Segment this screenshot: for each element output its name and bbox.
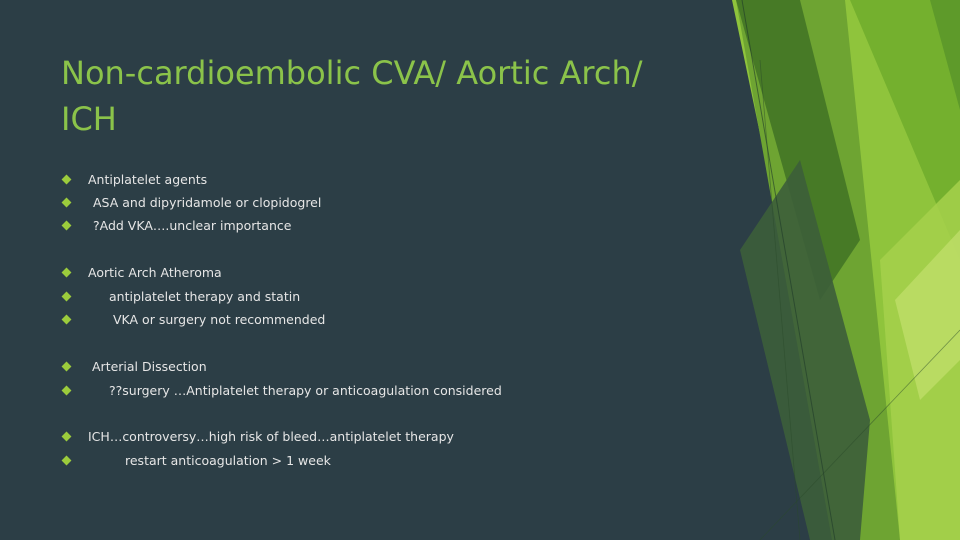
bullet-item — [0, 381, 720, 401]
bullet-item — [0, 193, 720, 213]
bullet-item — [0, 357, 720, 377]
diamond-icon — [62, 268, 72, 278]
diamond-icon — [62, 175, 72, 185]
bullet-item — [0, 427, 720, 447]
bullet-item — [0, 216, 720, 236]
diamond-icon — [62, 362, 72, 372]
diamond-icon — [62, 198, 72, 208]
diamond-icon — [62, 386, 72, 396]
slide-title: Non-cardioembolic CVA/ Aortic Arch/ ICH — [61, 54, 643, 138]
bullet-item — [0, 451, 720, 471]
diamond-icon — [62, 456, 72, 466]
bullet-item — [0, 310, 720, 330]
bullet-text: ICH…controversy…high risk of bleed…antiplatelet therapy — [88, 429, 454, 444]
bullet-text: Antiplatelet agents — [88, 172, 208, 187]
bullet-item — [0, 287, 720, 307]
bullet-text: ASA and dipyridamole or clopidogrel — [93, 195, 322, 210]
diamond-icon — [62, 221, 72, 231]
diamond-icon — [62, 315, 72, 325]
bullet-text: Aortic Arch Atheroma — [88, 265, 222, 280]
bullet-item — [0, 170, 720, 190]
diamond-icon — [62, 292, 72, 302]
bullet-text: antiplatelet therapy and statin — [109, 289, 301, 304]
bullet-text: VKA or surgery not recommended — [113, 312, 326, 327]
bullet-text: ??surgery …Antiplatelet therapy or anticoagulation considered — [109, 383, 502, 398]
bullet-text: ?Add VKA….unclear importance — [93, 218, 292, 233]
bullet-text: Arterial Dissection — [92, 359, 207, 374]
bullet-item — [0, 263, 720, 283]
diamond-icon — [62, 432, 72, 442]
bullet-text: restart anticoagulation > 1 week — [125, 453, 331, 468]
